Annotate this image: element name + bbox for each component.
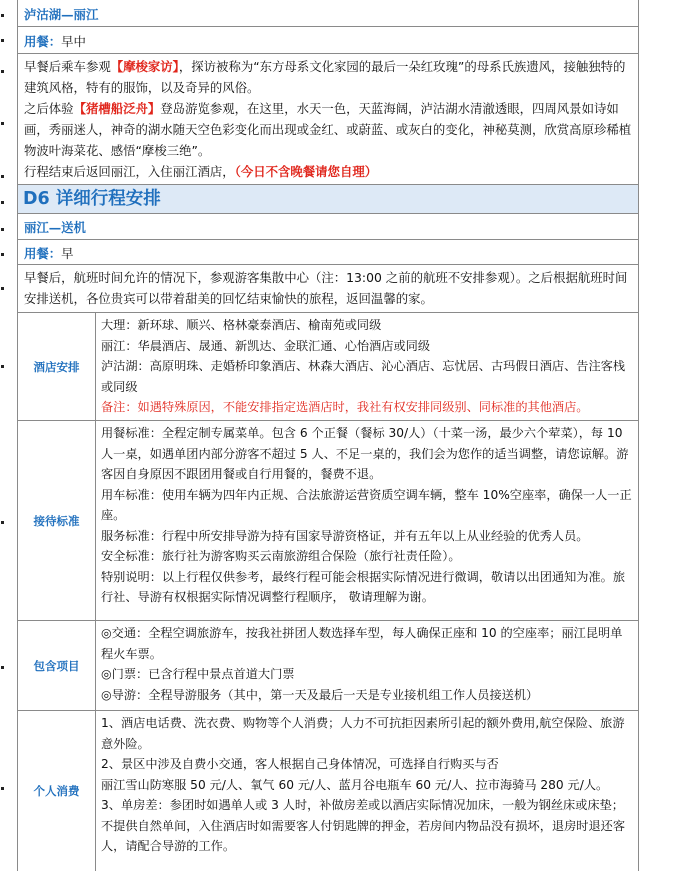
bullet-dot <box>1 201 4 204</box>
includes-guide: ◎导游：全程导游服务（其中，第一天及最后一天是专业接机组工作人员接送机） <box>101 687 539 702</box>
d5-note-no-dinner: （今日不含晚餐请您自理） <box>234 164 378 179</box>
d6-meals <box>18 240 638 265</box>
hotel-label: 酒店安排 <box>18 313 96 420</box>
service-label: 接待标准 <box>18 421 96 620</box>
itinerary-document <box>17 0 639 871</box>
includes-label: 包含项目 <box>18 621 96 710</box>
d5-highlight-boat: 【猪槽船泛舟】 <box>73 101 161 116</box>
bullet-dot <box>1 253 4 256</box>
d6-description: 早餐后，航班时间允许的情况下，参观游客集散中心（注：13:00 之前的航班不安排参观）。之后根据航班时间安排送机，各位贵宾可以带着甜美的回忆结束愉快的旅程，返回温馨的家。 <box>18 265 638 313</box>
d6-meals-value: 早 <box>61 246 74 261</box>
hotel-dali: 大理：新环球、顺兴、格林豪泰酒店、榆南苑或同级 <box>101 318 382 332</box>
bullet-dot <box>1 666 4 669</box>
bullet-dot <box>1 39 4 42</box>
personal-item-2-prices: 丽江雪山防寒服 50 元/人、氧气 60 元/人、蓝月谷电瓶车 60 元/人、拉市海骑马 280 元/人。 <box>101 777 609 792</box>
d5-description <box>18 54 638 185</box>
hotel-lijiang: 丽江：华晨酒店、晟通、新凯达、金联汇通、心怡酒店或同级 <box>101 338 431 353</box>
list-bullet-margin <box>0 0 6 867</box>
d5-para-boat <box>24 98 633 161</box>
includes-tickets: ◎门票：已含行程中景点首道大门票 <box>101 667 295 681</box>
hotel-luguhu: 泸沽湖：高原明珠、走婚桥印象酒店、林森大酒店、沁心酒店、忘忧居、古玛假日酒店、告注客栈或同级 <box>101 359 626 394</box>
d5-para3-text: 行程结束后返回丽江，入住丽江酒店， <box>24 164 235 179</box>
service-special-note: 特别说明：以上行程仅供参考，最终行程可能会根据实际情况进行微调，敬请以出团通知为准。旅行社、导游有权根据实际情况调整行程顺序， 敬请理解为谢。 <box>101 569 626 604</box>
personal-label: 个人消费 <box>18 711 96 871</box>
bullet-dot <box>1 365 4 368</box>
hotel-note: 备注：如遇特殊原因，不能安排指定选酒店时，我社有权安排同级别、同标准的其他酒店。 <box>101 400 589 414</box>
d5-para-return <box>24 161 633 182</box>
service-car-standard: 用车标准：使用车辆为四年内正规、合法旅游运营资质空调车辆，整车 10%空座率，确保一人一正座。 <box>101 487 632 522</box>
service-safety-standard: 安全标准：旅行社为游客购买云南旅游组合保险（旅行社责任险）。 <box>101 549 461 563</box>
bullet-dot <box>1 175 4 178</box>
d6-meals-label: 用餐： <box>24 246 62 261</box>
bullet-dot <box>1 70 4 73</box>
hotel-section <box>18 313 638 421</box>
bullet-dot <box>1 787 4 790</box>
d5-para1-text: 早餐后乘车参观 <box>24 59 111 74</box>
personal-item-1: 1、酒店电话费、洗衣费、购物等个人消费；人力不可抗拒因素所引起的额外费用,航空保险、旅游意外险。 <box>101 716 625 751</box>
d6-section-title: D6 详细行程安排 <box>18 185 638 214</box>
bullet-dot <box>1 122 4 125</box>
service-meal-standard: 用餐标准：全程定制专属菜单。包含 6 个正餐（餐标 30/人）（十菜一汤，最少六个荤菜），每 10 人一桌，如遇单团内部分游客不超过 5 人、不足一桌的，我们会为您作的适当调整，请您谅解。游客因自身原因不跟团用餐或自行用餐的，餐费不退。 <box>101 426 629 481</box>
d5-para2-text-rest: 登岛游览参观，在这里，水天一色，天蓝海阔，泸沽湖水清澈透眼，四周风景如诗如画，秀丽迷人，神奇的湖水随天空色彩变化而出现或金红、或蔚蓝、或灰白的变化，神秘莫测，欣赏高原珍稀植物波叶海菜花、感悟“摩梭三绝”。 <box>24 101 632 158</box>
bullet-dot <box>1 521 4 524</box>
d5-para1-text-rest: ，探访被称为“东方母系文化家园的最后一朵红玫瑰”的母系氏族遗风，接触独特的建筑风格，特有的服饰，以及奇异的风俗。 <box>24 59 626 95</box>
personal-content <box>96 711 638 871</box>
includes-transport: ◎交通：全程空调旅游车，按我社拼团人数选择车型，每人确保正座和 10 的空座率；丽江昆明单程火车票。 <box>101 626 623 661</box>
bullet-dot <box>1 228 4 231</box>
personal-section <box>18 711 638 871</box>
bullet-dot <box>1 287 4 290</box>
d5-meals-value: 早中 <box>61 34 86 49</box>
d5-highlight-family-visit: 【摩梭家访】 <box>110 59 179 74</box>
personal-item-2: 2、景区中涉及自费小交通，客人根据自己身体情况，可选择自行购买与否 <box>101 757 499 771</box>
d5-para2-text: 之后体验 <box>24 101 74 116</box>
service-content <box>96 421 638 620</box>
d5-route: 泸沽湖—丽江 <box>18 0 638 27</box>
d5-para-family-visit <box>24 56 633 98</box>
includes-section <box>18 621 638 711</box>
bullet-dot <box>1 14 4 17</box>
personal-item-3: 3、单房差：参团时如遇单人或 3 人时，补做房差或以酒店实际情况加床，一般为钢丝床或床垫；不提供自然单间，入住酒店时如需要客人付钥匙牌的押金，若房间内物品没有损坏，退房时退还客人，请配合导游的工作。 <box>101 798 626 853</box>
service-section <box>18 421 638 621</box>
d5-meals-label: 用餐： <box>24 34 62 49</box>
d6-route: 丽江—送机 <box>18 214 638 240</box>
includes-content <box>96 621 638 710</box>
service-guide-standard: 服务标准：行程中所安排导游为持有国家导游资格证，并有五年以上从业经验的优秀人员。 <box>101 528 589 543</box>
hotel-content <box>96 313 638 420</box>
d5-meals <box>18 27 638 54</box>
